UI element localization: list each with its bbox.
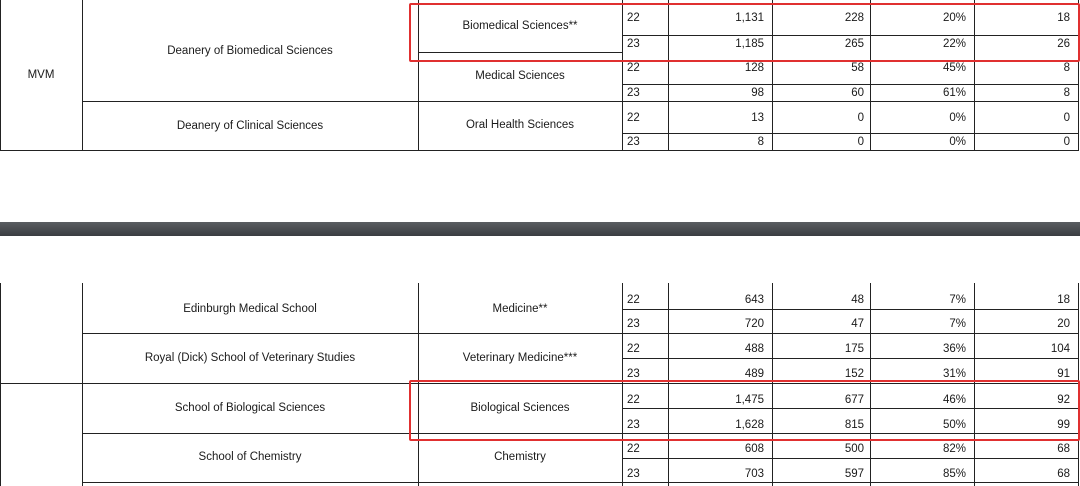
year-cell: 23 bbox=[627, 419, 640, 431]
offers-cell: 48 bbox=[851, 294, 864, 306]
rate-cell: 50% bbox=[942, 419, 966, 431]
entrants-cell: 8 bbox=[1063, 62, 1070, 74]
applications-cell: 98 bbox=[751, 87, 764, 99]
rate-cell: 0% bbox=[949, 112, 966, 124]
rate-cell: 85% bbox=[942, 468, 966, 480]
grid-line bbox=[622, 458, 1079, 459]
year-cell: 23 bbox=[627, 318, 640, 330]
school-label: School of Biological Sciences bbox=[174, 402, 326, 414]
entrants-cell: 0 bbox=[1063, 112, 1070, 124]
grid-line bbox=[622, 84, 1079, 85]
grid-line bbox=[82, 482, 1079, 483]
entrants-cell: 68 bbox=[1057, 443, 1070, 455]
rate-cell: 82% bbox=[942, 443, 966, 455]
offers-cell: 0 bbox=[857, 112, 864, 124]
program-label: Biological Sciences bbox=[470, 402, 570, 414]
rate-cell: 36% bbox=[942, 343, 966, 355]
rate-cell: 22% bbox=[942, 38, 966, 50]
school-label: Royal (Dick) School of Veterinary Studies bbox=[144, 352, 356, 364]
program-label: Veterinary Medicine*** bbox=[462, 352, 578, 364]
offers-cell: 265 bbox=[844, 38, 864, 50]
offers-cell: 152 bbox=[844, 368, 864, 380]
offers-cell: 175 bbox=[844, 343, 864, 355]
rate-cell: 0% bbox=[949, 136, 966, 148]
entrants-cell: 18 bbox=[1057, 12, 1070, 24]
grid-line bbox=[622, 309, 1079, 310]
program-label: Medicine** bbox=[492, 303, 548, 315]
offers-cell: 60 bbox=[851, 87, 864, 99]
offers-cell: 815 bbox=[844, 419, 864, 431]
year-cell: 22 bbox=[627, 394, 640, 406]
year-cell: 23 bbox=[627, 38, 640, 50]
deanery-label: Deanery of Biomedical Sciences bbox=[167, 45, 333, 57]
entrants-cell: 68 bbox=[1057, 468, 1070, 480]
program-label: Medical Sciences bbox=[475, 70, 565, 82]
college-label: MVM bbox=[27, 69, 55, 81]
applications-cell: 720 bbox=[744, 318, 764, 330]
entrants-cell: 18 bbox=[1057, 294, 1070, 306]
program-label: Oral Health Sciences bbox=[465, 119, 575, 131]
entrants-cell: 104 bbox=[1050, 343, 1070, 355]
year-cell: 22 bbox=[627, 294, 640, 306]
entrants-cell: 99 bbox=[1057, 419, 1070, 431]
rate-cell: 7% bbox=[949, 318, 966, 330]
highlight-box bbox=[409, 380, 1080, 441]
rate-cell: 46% bbox=[942, 394, 966, 406]
applications-cell: 8 bbox=[757, 136, 764, 148]
offers-cell: 47 bbox=[851, 318, 864, 330]
offers-cell: 597 bbox=[844, 468, 864, 480]
entrants-cell: 0 bbox=[1063, 136, 1070, 148]
section-divider bbox=[0, 222, 1080, 236]
applications-cell: 608 bbox=[744, 443, 764, 455]
applications-cell: 643 bbox=[744, 294, 764, 306]
program-label: Chemistry bbox=[494, 451, 546, 463]
applications-cell: 489 bbox=[744, 368, 764, 380]
school-label: School of Chemistry bbox=[198, 451, 302, 463]
applications-cell: 13 bbox=[751, 112, 764, 124]
year-cell: 23 bbox=[627, 136, 640, 148]
rate-cell: 61% bbox=[942, 87, 966, 99]
year-cell: 22 bbox=[627, 112, 640, 124]
offers-cell: 58 bbox=[851, 62, 864, 74]
grid-line bbox=[0, 150, 1079, 151]
entrants-cell: 26 bbox=[1057, 38, 1070, 50]
rate-cell: 20% bbox=[942, 12, 966, 24]
grid-line bbox=[622, 358, 1079, 359]
offers-cell: 677 bbox=[844, 394, 864, 406]
rate-cell: 31% bbox=[942, 368, 966, 380]
offers-cell: 500 bbox=[844, 443, 864, 455]
entrants-cell: 92 bbox=[1057, 394, 1070, 406]
program-label: Biomedical Sciences** bbox=[462, 20, 578, 32]
offers-cell: 0 bbox=[857, 136, 864, 148]
entrants-cell: 20 bbox=[1057, 318, 1070, 330]
year-cell: 23 bbox=[627, 368, 640, 380]
year-cell: 22 bbox=[627, 62, 640, 74]
year-cell: 23 bbox=[627, 468, 640, 480]
highlight-box bbox=[409, 3, 1080, 62]
applications-cell: 488 bbox=[744, 343, 764, 355]
applications-cell: 1,628 bbox=[735, 419, 764, 431]
rate-cell: 7% bbox=[949, 294, 966, 306]
applications-cell: 128 bbox=[744, 62, 764, 74]
applications-cell: 1,475 bbox=[735, 394, 764, 406]
applications-cell: 703 bbox=[744, 468, 764, 480]
year-cell: 22 bbox=[627, 12, 640, 24]
entrants-cell: 8 bbox=[1063, 87, 1070, 99]
applications-cell: 1,185 bbox=[735, 38, 764, 50]
grid-line bbox=[82, 101, 1079, 102]
rate-cell: 45% bbox=[942, 62, 966, 74]
year-cell: 22 bbox=[627, 443, 640, 455]
grid-line bbox=[82, 333, 1079, 334]
grid-line bbox=[622, 133, 1079, 134]
grid-line bbox=[0, 283, 1, 486]
entrants-cell: 91 bbox=[1057, 368, 1070, 380]
year-cell: 22 bbox=[627, 343, 640, 355]
year-cell: 23 bbox=[627, 87, 640, 99]
offers-cell: 228 bbox=[844, 12, 864, 24]
school-label: Edinburgh Medical School bbox=[183, 303, 317, 315]
applications-cell: 1,131 bbox=[735, 12, 764, 24]
deanery-label: Deanery of Clinical Sciences bbox=[176, 120, 324, 132]
